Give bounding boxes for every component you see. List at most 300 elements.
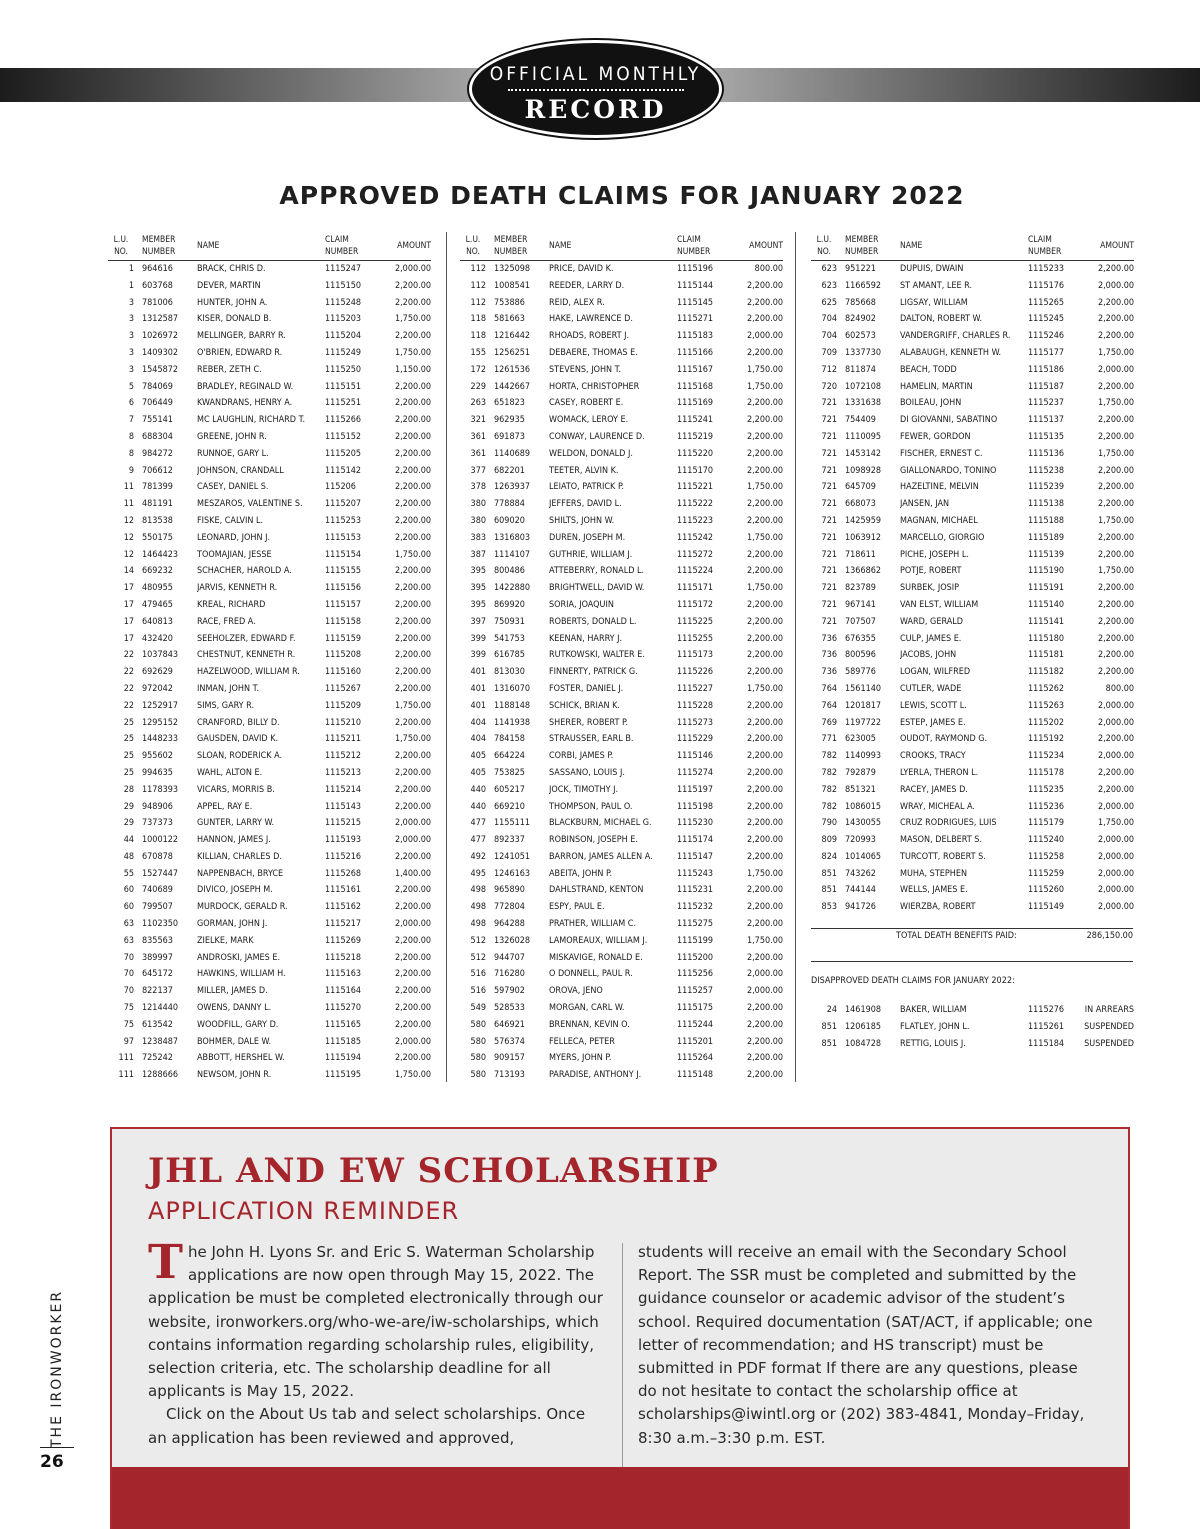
member-number: 706612 xyxy=(142,465,173,476)
amount: 2,200.00 xyxy=(746,1003,783,1014)
lu-column-header xyxy=(460,232,489,261)
claim-number: 1115234 xyxy=(1028,751,1065,762)
claim-number: 1115262 xyxy=(1028,683,1065,694)
table-row xyxy=(108,412,431,429)
lu-number: 712 xyxy=(821,364,837,375)
lu-number: 6 xyxy=(128,398,134,409)
table-header-row xyxy=(460,232,783,261)
amount: 2,000.00 xyxy=(394,1036,431,1047)
amount: 2,200.00 xyxy=(1097,465,1134,476)
lu-number: 63 xyxy=(123,935,134,946)
amount: 2,200.00 xyxy=(746,280,783,291)
lu-number: 721 xyxy=(821,482,837,493)
column-divider xyxy=(446,232,447,1082)
claim-number: 1115200 xyxy=(677,952,714,963)
lu-number: 736 xyxy=(821,633,837,644)
record-badge xyxy=(469,40,722,138)
amount: 2,200.00 xyxy=(394,499,431,510)
lu-number: 764 xyxy=(821,683,837,694)
claim-number: 1115258 xyxy=(1028,851,1065,862)
lu-number: 3 xyxy=(128,331,134,342)
member-number: 941726 xyxy=(845,902,876,913)
member-number: 1197722 xyxy=(845,717,882,728)
table-row xyxy=(811,832,1134,849)
claim-number: 1115169 xyxy=(677,398,714,409)
member-name: MESZAROS, VALENTINE S. xyxy=(197,499,303,510)
member-name: FISKE, CALVIN L. xyxy=(197,515,264,526)
lu-number: 721 xyxy=(821,599,837,610)
amount: 800.00 xyxy=(754,264,783,274)
table-row xyxy=(460,513,783,530)
member-name: BRIGHTWELL, DAVID W. xyxy=(549,583,645,594)
member-number: 1072108 xyxy=(845,381,882,392)
amount: 2,200.00 xyxy=(394,851,431,862)
member-number-column-header-line: NUMBER xyxy=(845,247,879,257)
lu-number: 44 xyxy=(123,835,134,846)
magazine-name: THE IRONWORKER xyxy=(49,1289,65,1448)
member-name: SORIA, JOAQUIN xyxy=(549,599,614,610)
amount: 2,000.00 xyxy=(746,986,783,997)
member-number: 951221 xyxy=(845,264,876,274)
member-name: O DONNELL, PAUL R. xyxy=(549,969,633,980)
lu-number: 22 xyxy=(123,667,134,678)
lu-number: 516 xyxy=(470,969,486,980)
member-name: VAN ELST, WILLIAM xyxy=(900,599,979,610)
lu-number: 440 xyxy=(470,801,486,812)
claim-number: 1115151 xyxy=(325,381,362,392)
member-name: PICHE, JOSEPH L. xyxy=(900,549,969,560)
member-name: DALTON, ROBERT W. xyxy=(900,314,983,325)
member-name: POTJE, ROBERT xyxy=(900,566,962,577)
member-name: HAKE, LAWRENCE D. xyxy=(549,314,633,325)
lu-number: 704 xyxy=(821,314,837,325)
member-number: 581663 xyxy=(494,314,525,325)
amount: 2,200.00 xyxy=(746,851,783,862)
claim-number: 1115202 xyxy=(1028,717,1065,728)
table-row xyxy=(108,597,431,614)
amount: 1,750.00 xyxy=(1097,566,1134,577)
member-number: 1316070 xyxy=(494,683,531,694)
claim-number: 1115223 xyxy=(677,515,714,526)
amount: 2,200.00 xyxy=(746,599,783,610)
claim-number: 1115205 xyxy=(325,448,362,459)
claim-number: 1115240 xyxy=(1028,835,1065,846)
claim-number: 1115154 xyxy=(325,549,362,560)
member-name: DUPUIS, DWAIN xyxy=(900,264,964,274)
table-row xyxy=(460,328,783,345)
badge-top-text: OFFICIAL MONTHLY xyxy=(489,63,702,85)
amount: 1,750.00 xyxy=(746,381,783,392)
table-row xyxy=(811,547,1134,564)
lu-number: 263 xyxy=(470,398,486,409)
member-number: 823789 xyxy=(845,583,876,594)
claim-number: 1115231 xyxy=(677,885,714,896)
lu-number: 380 xyxy=(470,515,486,526)
claim-number: 1115275 xyxy=(677,919,714,930)
claim-number: 1115196 xyxy=(677,264,714,274)
claim-number: 1115249 xyxy=(325,347,362,358)
amount: 2,000.00 xyxy=(1097,835,1134,846)
member-name: ESPY, PAUL E. xyxy=(549,902,605,913)
claim-number-column-header-line: CLAIM xyxy=(1028,235,1052,245)
amount: IN ARREARS xyxy=(1084,1005,1134,1016)
table-row xyxy=(460,882,783,899)
claim-number: 1115264 xyxy=(677,1053,714,1064)
lu-number: 580 xyxy=(470,1053,486,1064)
amount: 2,200.00 xyxy=(1097,297,1134,308)
amount: 2,200.00 xyxy=(746,902,783,913)
member-number: 651823 xyxy=(494,398,525,409)
member-number: 597902 xyxy=(494,986,525,997)
amount: 2,200.00 xyxy=(746,751,783,762)
claim-number: 1115228 xyxy=(677,700,714,711)
member-number: 1140993 xyxy=(845,751,882,762)
table-row xyxy=(108,295,431,312)
member-number: 1014065 xyxy=(845,851,882,862)
member-number: 481191 xyxy=(142,499,173,510)
lu-number: 851 xyxy=(821,1021,837,1032)
member-name: CORBI, JAMES P. xyxy=(549,751,614,762)
table-row xyxy=(460,530,783,547)
table-row xyxy=(811,328,1134,345)
member-name: CASEY, ROBERT E. xyxy=(549,398,624,409)
claim-number: 1115195 xyxy=(325,1070,362,1081)
table-row xyxy=(108,715,431,732)
member-number: 550175 xyxy=(142,532,173,543)
lu-number: 721 xyxy=(821,398,837,409)
member-number: 772804 xyxy=(494,902,525,913)
member-number: 668073 xyxy=(845,499,876,510)
member-number: 822137 xyxy=(142,986,173,997)
claim-number: 1115222 xyxy=(677,499,714,510)
claim-number: 1115180 xyxy=(1028,633,1065,644)
member-number: 1316803 xyxy=(494,532,531,543)
member-name: PARADISE, ANTHONY J. xyxy=(549,1070,642,1081)
claim-number: 1115261 xyxy=(1028,1021,1065,1032)
member-name: KISER, DONALD B. xyxy=(197,314,272,325)
amount: 2,000.00 xyxy=(394,264,431,274)
member-name: KILLIAN, CHARLES D. xyxy=(197,851,282,862)
member-number: 1166592 xyxy=(845,280,882,291)
member-number: 688304 xyxy=(142,431,173,442)
member-name: JOHNSON, CRANDALL xyxy=(197,465,284,476)
claim-number: 1115248 xyxy=(325,297,362,308)
table-row xyxy=(108,916,431,933)
table-row xyxy=(460,1034,783,1051)
member-number: 1084728 xyxy=(845,1038,882,1049)
amount: 2,200.00 xyxy=(746,885,783,896)
lu-number: 60 xyxy=(123,885,134,896)
name-column-header xyxy=(549,232,677,261)
claim-number: 1115229 xyxy=(677,734,714,745)
amount: 2,200.00 xyxy=(1097,381,1134,392)
table-row xyxy=(460,950,783,967)
lu-number: 401 xyxy=(470,683,486,694)
amount: 2,200.00 xyxy=(746,801,783,812)
amount: 1,750.00 xyxy=(1097,515,1134,526)
claim-number: 1115185 xyxy=(325,1036,362,1047)
claim-number: 1115216 xyxy=(325,851,362,862)
amount: 2,200.00 xyxy=(746,515,783,526)
member-number: 792879 xyxy=(845,767,876,778)
table-row xyxy=(811,882,1134,899)
member-name: LYERLA, THERON L. xyxy=(900,767,979,778)
member-number: 813030 xyxy=(494,667,525,678)
lu-number: 22 xyxy=(123,683,134,694)
table-row xyxy=(460,295,783,312)
amount-column-header xyxy=(373,232,431,261)
claim-number: 1115163 xyxy=(325,969,362,980)
table-row xyxy=(108,983,431,1000)
lu-number: 118 xyxy=(470,314,486,325)
member-number: 948906 xyxy=(142,801,173,812)
amount: 2,200.00 xyxy=(394,431,431,442)
table-row xyxy=(811,1036,1134,1053)
member-number: 800596 xyxy=(845,650,876,661)
lu-number: 75 xyxy=(123,1019,134,1030)
member-name: GUNTER, LARRY W. xyxy=(197,818,275,829)
lu-number: 377 xyxy=(470,465,486,476)
claim-number: 1115267 xyxy=(325,683,362,694)
table-row xyxy=(108,496,431,513)
member-name: DEVER, MARTIN xyxy=(197,280,261,291)
amount: 2,200.00 xyxy=(1097,314,1134,325)
member-number: 967141 xyxy=(845,599,876,610)
scholarship-text-right xyxy=(638,1241,1098,1450)
claim-number: 1115244 xyxy=(677,1019,714,1030)
lu-number: 14 xyxy=(123,566,134,577)
member-name: MASON, DELBERT S. xyxy=(900,835,982,846)
table-row xyxy=(460,379,783,396)
claim-number: 1115226 xyxy=(677,667,714,678)
claim-number: 1115247 xyxy=(325,264,362,274)
amount: 2,200.00 xyxy=(394,650,431,661)
claim-number: 1115142 xyxy=(325,465,362,476)
table-row xyxy=(108,479,431,496)
member-name: INMAN, JOHN T. xyxy=(197,683,260,694)
amount: 1,750.00 xyxy=(394,549,431,560)
amount: 2,200.00 xyxy=(746,415,783,426)
lu-column-header-line: L.U. xyxy=(816,235,832,245)
amount: 800.00 xyxy=(1105,683,1134,694)
member-name: HANNON, JAMES J. xyxy=(197,835,271,846)
amount: 2,200.00 xyxy=(746,465,783,476)
member-name: SEEHOLZER, EDWARD F. xyxy=(197,633,296,644)
amount: 2,200.00 xyxy=(1097,482,1134,493)
claim-number-column-header-line: CLAIM xyxy=(325,235,349,245)
member-name: SURBEK, JOSIP xyxy=(900,583,959,594)
claim-number: 1115227 xyxy=(677,683,714,694)
member-name: PRATHER, WILLIAM C. xyxy=(549,919,637,930)
amount: 1,750.00 xyxy=(746,868,783,879)
claim-number: 1115242 xyxy=(677,532,714,543)
lu-number: 29 xyxy=(123,818,134,829)
member-number: 676355 xyxy=(845,633,876,644)
amount: 2,200.00 xyxy=(1097,667,1134,678)
member-number: 1141938 xyxy=(494,717,531,728)
member-number: 785668 xyxy=(845,297,876,308)
claim-number: 1115265 xyxy=(1028,297,1065,308)
member-number: 994635 xyxy=(142,767,173,778)
claim-number: 1115209 xyxy=(325,700,362,711)
member-number: 1331638 xyxy=(845,398,882,409)
member-name: HAZELWOOD, WILLIAM R. xyxy=(197,667,300,678)
page-title: APPROVED DEATH CLAIMS FOR JANUARY 2022 xyxy=(279,181,965,210)
claim-number: 1115176 xyxy=(1028,280,1065,291)
member-number: 1026972 xyxy=(142,331,179,342)
lu-number: 512 xyxy=(470,935,486,946)
lu-number: 397 xyxy=(470,616,486,627)
table-row xyxy=(811,866,1134,883)
disapproved-heading: DISAPPROVED DEATH CLAIMS FOR JANUARY 2022: xyxy=(811,976,1015,987)
claim-number: 1115269 xyxy=(325,935,362,946)
lu-number: 378 xyxy=(470,482,486,493)
table-row xyxy=(811,345,1134,362)
table-row xyxy=(811,782,1134,799)
table-row xyxy=(108,463,431,480)
amount: 2,200.00 xyxy=(394,633,431,644)
lu-number: 97 xyxy=(123,1036,134,1047)
table-row xyxy=(108,379,431,396)
amount: 2,200.00 xyxy=(1097,264,1134,274)
member-name: MISKAVIGE, RONALD E. xyxy=(549,952,643,963)
amount: 2,200.00 xyxy=(394,415,431,426)
lu-number: 721 xyxy=(821,566,837,577)
member-number: 1201817 xyxy=(845,700,882,711)
lu-number: 782 xyxy=(821,767,837,778)
amount: 2,200.00 xyxy=(1097,650,1134,661)
amount: 1,750.00 xyxy=(1097,818,1134,829)
lu-number: 383 xyxy=(470,532,486,543)
lu-number: 3 xyxy=(128,297,134,308)
member-name: MELLINGER, BARRY R. xyxy=(197,331,286,342)
claim-number: 1115238 xyxy=(1028,465,1065,476)
lu-column-header xyxy=(108,232,137,261)
table-row xyxy=(108,446,431,463)
member-number: 972042 xyxy=(142,683,173,694)
lu-number: 720 xyxy=(821,381,837,392)
member-number: 965890 xyxy=(494,885,525,896)
member-name: SLOAN, RODERICK A. xyxy=(197,751,283,762)
lu-number: 11 xyxy=(123,499,134,510)
table-row xyxy=(460,647,783,664)
member-name: FEWER, GORDON xyxy=(900,431,971,442)
amount: 2,200.00 xyxy=(1097,784,1134,795)
claim-number: 1115146 xyxy=(677,751,714,762)
member-name: ATTEBERRY, RONALD L. xyxy=(549,566,645,577)
claim-number: 1115232 xyxy=(677,902,714,913)
table-row xyxy=(460,681,783,698)
amount: 2,200.00 xyxy=(1097,633,1134,644)
amount: 2,200.00 xyxy=(394,969,431,980)
claim-number: 1115177 xyxy=(1028,347,1065,358)
lu-number: 721 xyxy=(821,532,837,543)
claim-number: 1115208 xyxy=(325,650,362,661)
member-name: BOHMER, DALE W. xyxy=(197,1036,272,1047)
table-row xyxy=(811,479,1134,496)
scholarship-box xyxy=(110,1127,1130,1529)
member-number: 613542 xyxy=(142,1019,173,1030)
amount: 2,200.00 xyxy=(394,297,431,308)
member-number: 1063912 xyxy=(845,532,882,543)
lu-number: 361 xyxy=(470,448,486,459)
amount: 2,200.00 xyxy=(1097,767,1134,778)
table-row xyxy=(811,412,1134,429)
member-number: 784158 xyxy=(494,734,525,745)
lu-number: 782 xyxy=(821,801,837,812)
member-number: 1086015 xyxy=(845,801,882,812)
amount: 2,200.00 xyxy=(394,784,431,795)
table-row xyxy=(108,899,431,916)
scholarship-subtitle: APPLICATION REMINDER xyxy=(148,1197,460,1225)
claim-number: 1115194 xyxy=(325,1053,362,1064)
table-row xyxy=(460,362,783,379)
member-name: ABEITA, JOHN P. xyxy=(549,868,613,879)
table-row xyxy=(460,1050,783,1067)
scholarship-paragraph-3: students will receive an email with the Secondary School Report. The SSR must be completed and submitted by the guidance counselor or academic advisor of the student’s school. Required documentation (SAT/ACT, if applicable; one letter of recommendation; and HS transcript) must be submitted in PDF format If there are any questions, please do not hesitate to contact the scholarship office at scholarships@iwintl.org or (202) 383-4841, Monday–Friday, 8:30 a.m.–3:30 p.m. EST. xyxy=(638,1243,1093,1447)
death-claims-table xyxy=(811,232,1134,916)
member-name: PRICE, DAVID K. xyxy=(549,264,614,274)
member-number: 692629 xyxy=(142,667,173,678)
claim-number: 1115160 xyxy=(325,667,362,678)
claim-number: 1115276 xyxy=(1028,1005,1065,1016)
lu-number: 111 xyxy=(118,1070,134,1081)
amount: 2,200.00 xyxy=(394,515,431,526)
member-name: HAMELIN, MARTIN xyxy=(900,381,973,392)
claims-column-1 xyxy=(108,232,430,1084)
lu-number: 12 xyxy=(123,532,134,543)
member-name: GUTHRIE, WILLIAM J. xyxy=(549,549,633,560)
lu-number: 12 xyxy=(123,515,134,526)
claim-number: 1115184 xyxy=(1028,1038,1065,1049)
amount: 2,200.00 xyxy=(746,734,783,745)
claim-number: 1115147 xyxy=(677,851,714,862)
member-number: 576374 xyxy=(494,1036,525,1047)
amount: 2,200.00 xyxy=(394,986,431,997)
amount-column-header-line: AMOUNT xyxy=(397,241,431,251)
lu-column-header-line: L.U. xyxy=(113,235,129,245)
table-row xyxy=(460,799,783,816)
amount: 2,200.00 xyxy=(746,700,783,711)
amount: 2,200.00 xyxy=(394,1019,431,1030)
table-row xyxy=(108,782,431,799)
member-number: 1238487 xyxy=(142,1036,179,1047)
member-number-column-header xyxy=(489,232,549,261)
member-name: CRUZ RODRIGUES, LUIS xyxy=(900,818,997,829)
claim-number: 1115148 xyxy=(677,1070,714,1081)
claim-number: 1115218 xyxy=(325,952,362,963)
table-row xyxy=(811,530,1134,547)
table-row xyxy=(108,614,431,631)
amount: 2,200.00 xyxy=(394,583,431,594)
member-number: 645172 xyxy=(142,969,173,980)
lu-number: 853 xyxy=(821,902,837,913)
member-number-column-header-line: MEMBER xyxy=(845,235,879,245)
member-number: 754409 xyxy=(845,415,876,426)
claim-number: 1115260 xyxy=(1028,885,1065,896)
member-name: CUTLER, WADE xyxy=(900,683,962,694)
member-number: 1216442 xyxy=(494,331,531,342)
claim-number: 1115199 xyxy=(677,935,714,946)
table-row xyxy=(811,278,1134,295)
member-name: BRENNAN, KEVIN O. xyxy=(549,1019,630,1030)
lu-number: 851 xyxy=(821,868,837,879)
amount: 2,200.00 xyxy=(746,566,783,577)
claim-number-column-header xyxy=(325,232,373,261)
table-row xyxy=(108,647,431,664)
amount: 2,000.00 xyxy=(1097,751,1134,762)
table-row xyxy=(811,261,1134,278)
